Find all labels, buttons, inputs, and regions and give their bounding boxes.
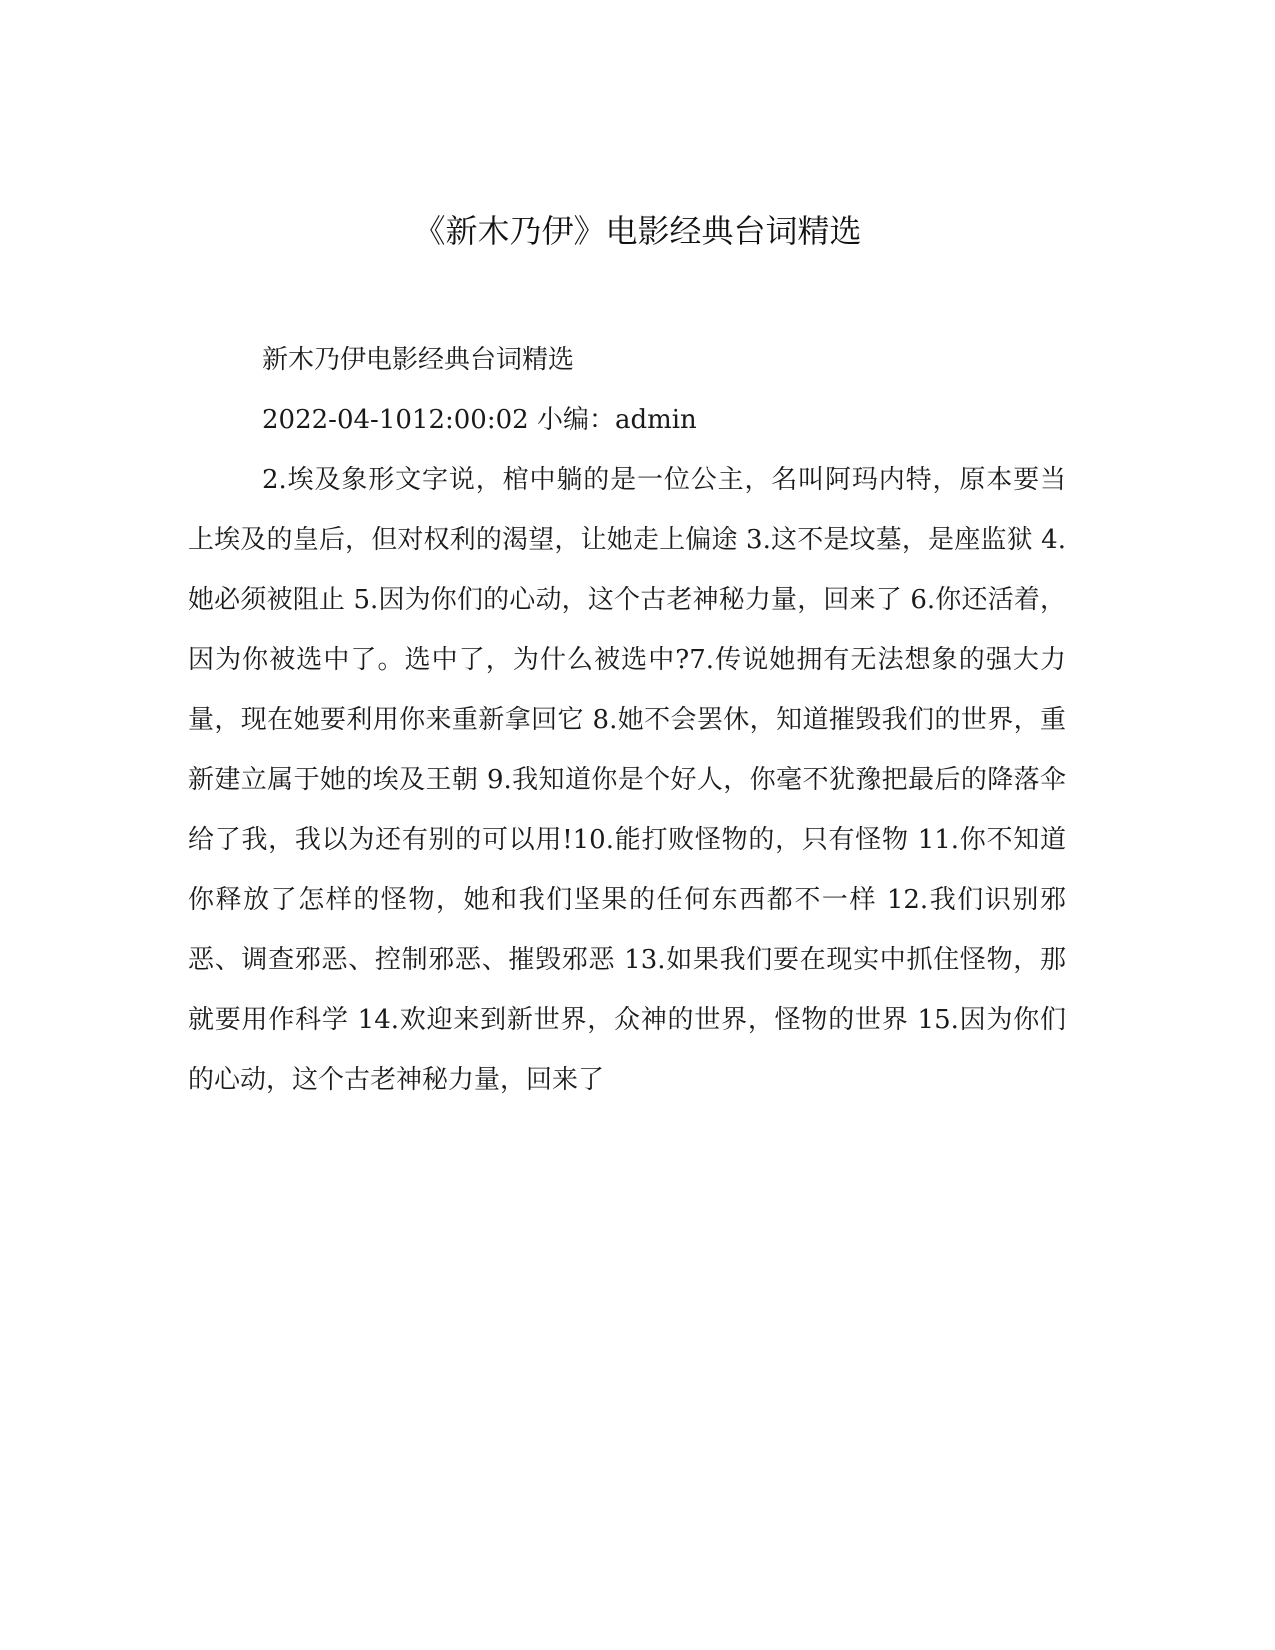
document-body: 2.埃及象形文字说，棺中躺的是一位公主，名叫阿玛内特，原本要当上埃及的皇后，但对权利的渴望，让她走上偏途 3.这不是坟墓，是座监狱 4.她必须被阻止 5.因为你们的心动，这个古老神秘力量，回来了 6.你还活着，因为你被选中了。选中了，为什么被选中?7.传说她拥有无法想象的强大力量，现在她要利用你来重新拿回它 8.她不会罢休，知道摧毁我们的世界，重新建立属于她的埃及王朝 9.我知道你是个好人，你毫不犹豫把最后的降落伞给了我，我以为还有别的可以用!10.能打败怪物的，只有怪物 11.你不知道你释放了怎样的怪物，她和我们坚果的任何东西都不一样 12.我们识别邪恶、调查邪恶、控制邪恶、摧毁邪恶 13.如果我们要在现实中抓住怪物，那就要用作科学 14.欢迎来到新世界，众神的世界，怪物的世界 15.因为你们的心动，这个古老神秘力量，回来了: [188, 465, 1066, 1095]
document-meta: 2022-04-1012:00:02 小编：admin: [262, 405, 697, 435]
document-subtitle: 新木乃伊电影经典台词精选: [262, 345, 575, 375]
document-content: [188, 330, 1066, 1110]
document-title: 《新木乃伊》电影经典台词精选: [413, 212, 862, 250]
